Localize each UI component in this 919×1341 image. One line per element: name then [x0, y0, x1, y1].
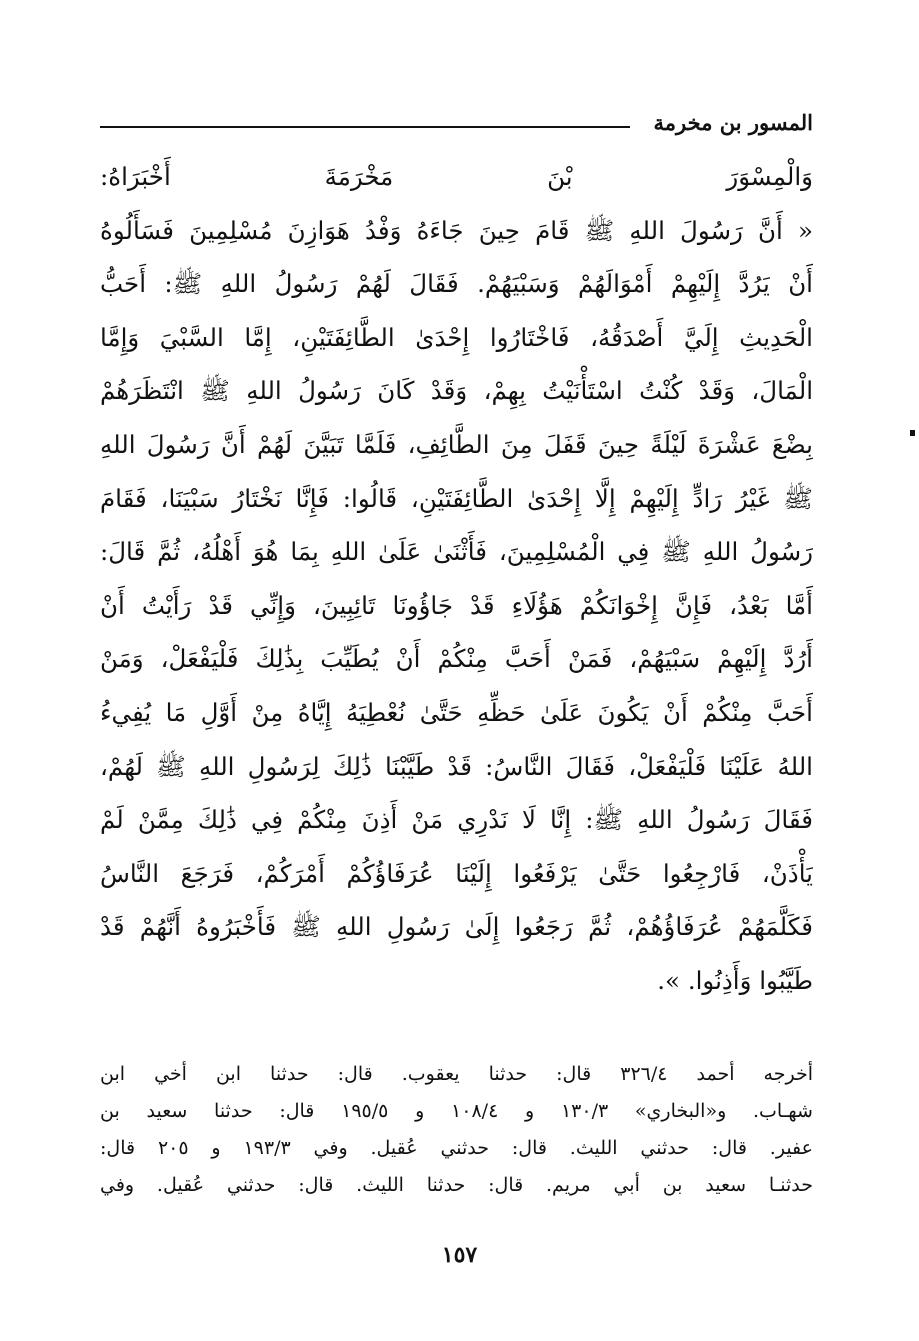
- header-title: المسور بن مخرمة: [653, 110, 813, 135]
- text-line: أَرُدَّ إِلَيْهِمْ سَبْيَهُمْ، فَمَنْ أَحَبَّ مِنْكُمْ أَنْ يُطَيِّبَ بِذَٰلِكَ فَلْيَفْعَلْ، وَمَنْ: [100, 644, 813, 674]
- footnote-line: أخرجه أحمد ٣٢٦/٤ قال: حدثنا يعقوب. قال: حدثنا ابن أخي ابن: [100, 1063, 813, 1085]
- text-line: أَمَّا بَعْدُ، فَإِنَّ إِخْوَانَكُمْ هَؤُلَاءِ قَدْ جَاؤُونَا تَائِبِينَ، وَإِنِّي قَدْ رَأَيْتُ أَنْ: [100, 590, 813, 620]
- text-line: « أَنَّ رَسُولَ اللهِ ﷺ قَامَ حِينَ جَاءَهُ وَفْدُ هَوَازِنَ مُسْلِمِينَ فَسَأَلُوهُ: [100, 215, 813, 245]
- text-line: طَيَّبُوا وَأَذِنُوا. ».: [657, 965, 813, 995]
- text-line: فَقَالَ رَسُولُ اللهِ ﷺ: إِنَّا لَا نَدْرِي مَنْ أَذِنَ مِنْكُمْ فِي ذَٰلِكَ مِمَّنْ لَمْ: [100, 805, 813, 835]
- footnote-line: شهـاب. و«البخاري» ١٣٠/٣ و ١٠٨/٤ و ١٩٥/٥ قال: حدثنا سعيد بن: [100, 1100, 813, 1122]
- page-number: ١٥٧: [441, 1242, 478, 1268]
- margin-mark: [910, 430, 915, 436]
- running-header: [100, 108, 813, 144]
- text-line: يَأْذَنْ، فَارْجِعُوا حَتَّىٰ يَرْفَعُوا إِلَيْنَا عُرَفَاؤُكُمْ أَمْرَكُمْ، فَرَجَعَ النَّاسُ: [100, 858, 813, 888]
- footnote-line: حدثنـا سعيد بن أبي مريم. قال: حدثنا الليث. قال: حدثني عُقيل. وفي: [100, 1174, 813, 1196]
- text-line: أَنْ يَرُدَّ إِلَيْهِمْ أَمْوَالَهُمْ وَسَبْيَهُمْ. فَقَالَ لَهُمْ رَسُولُ اللهِ ﷺ: أَحَبُّ: [100, 269, 813, 299]
- header-rule: [100, 126, 630, 128]
- text-line: بِضْعَ عَشْرَةَ لَيْلَةً حِينَ قَفَلَ مِنَ الطَّائِفِ، فَلَمَّا تَبَيَّنَ لَهُمْ أَنَّ رَسُولَ اللهِ: [100, 429, 813, 459]
- footnote: [100, 1056, 813, 1204]
- text-line: وَالْمِسْوَرَ بْنَ مَخْرَمَةَ أَخْبَرَاهُ:: [100, 162, 813, 191]
- hadith-text: [100, 150, 813, 1008]
- text-line: رَسُولُ اللهِ ﷺ فِي الْمُسْلِمِينَ، فَأَثْنَىٰ عَلَىٰ اللهِ بِمَا هُوَ أَهْلُهُ، ثُمَّ قَالَ:: [100, 537, 813, 567]
- text-line: الْمَالَ، وَقَدْ كُنْتُ اسْتَأْنَيْتُ بِهِمْ، وَقَدْ كَانَ رَسُولُ اللهِ ﷺ انْتَظَرَهُمْ: [100, 376, 813, 406]
- text-line: الْحَدِيثِ إِلَيَّ أَصْدَقُهُ، فَاخْتَارُوا إِحْدَىٰ الطَّائِفَتَيْنِ، إِمَّا السَّبْيَ وَإِمَّا: [100, 322, 813, 352]
- text-line: فَكَلَّمَهُمْ عُرَفَاؤُهُمْ، ثُمَّ رَجَعُوا إِلَىٰ رَسُولِ اللهِ ﷺ فَأَخْبَرُوهُ أَنَّهُمْ قَدْ: [100, 912, 813, 942]
- text-line: أَحَبَّ مِنْكُمْ أَنْ يَكُونَ عَلَىٰ حَظِّهِ حَتَّىٰ نُعْطِيَهُ إِيَّاهُ مِنْ أَوَّلِ مَا يُفِيءُ: [100, 697, 813, 727]
- text-line: اللهُ عَلَيْنَا فَلْيَفْعَلْ، فَقَالَ النَّاسُ: قَدْ طَيَّبْنَا ذَٰلِكَ لِرَسُولِ اللهِ ﷺ لَهُمْ،: [100, 751, 813, 781]
- footnote-line: عفير. قال: حدثني الليث. قال: حدثني عُقيل. وفي ١٩٣/٣ و ٢٠٥ قال:: [100, 1137, 813, 1159]
- text-line: ﷺ غَيْرُ رَادٍّ إِلَيْهِمْ إِلَّا إِحْدَىٰ الطَّائِفَتَيْنِ، قَالُوا: فَإِنَّا نَخْتَارُ سَبْيَنَا، فَقَامَ: [100, 483, 813, 513]
